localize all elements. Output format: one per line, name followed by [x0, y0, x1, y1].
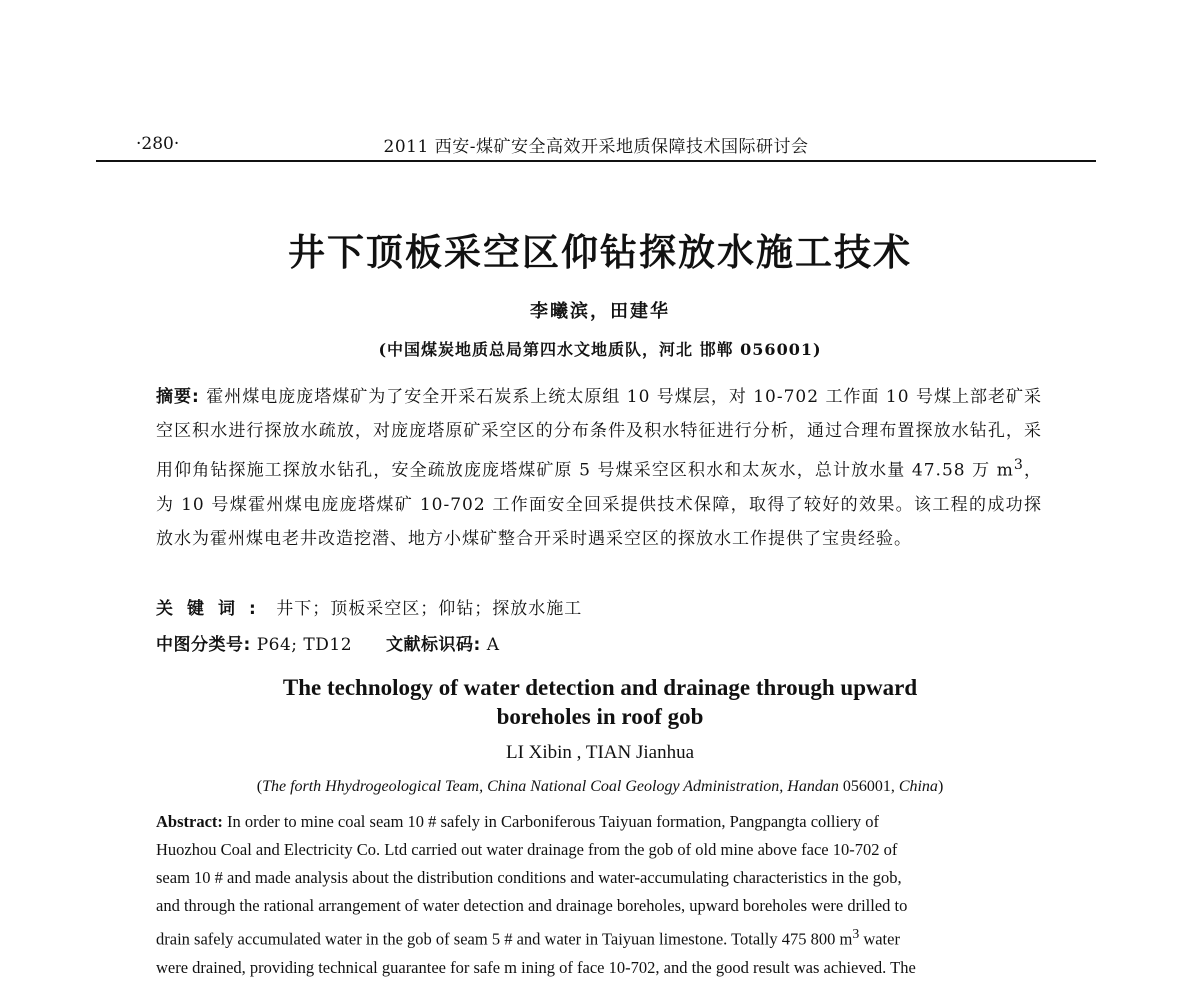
english-abstract-line-6: were drained, providing technical guarantee for safe m ining of face 10-702, and the good result was achieved. The	[156, 957, 916, 977]
conference-title: 2011 西安-煤矿安全高效开采地质保障技术国际研讨会	[383, 137, 809, 157]
english-abstract-label: Abstract:	[156, 812, 223, 831]
english-abstract-superscript: 3	[852, 926, 860, 941]
clc-label: 中图分类号:	[156, 635, 251, 655]
page-number: ·280·	[136, 134, 180, 154]
running-header	[96, 130, 1096, 162]
chinese-keywords-text: 井下；顶板采空区；仰钻；探放水施工	[269, 599, 583, 619]
chinese-abstract-superscript: 3	[1013, 457, 1024, 473]
affiliation-postcode: 056001,	[838, 778, 899, 795]
doc-code-value: A	[480, 635, 500, 655]
english-abstract	[156, 808, 1042, 982]
english-affiliation	[0, 778, 1200, 796]
english-title-line-1: The technology of water detection and drainage through upward	[282, 675, 918, 700]
english-abstract-line-1-text: In order to mine coal seam 10 # safely in Carboniferous Taiyuan formation, Pangpangta colliery of	[222, 812, 879, 831]
classification-line	[156, 630, 1042, 660]
chinese-affiliation: (中国煤炭地质总局第四水文地质队，河北 邯郸 056001)	[378, 340, 822, 359]
chinese-abstract	[156, 380, 1042, 556]
english-abstract-line-1	[156, 808, 1042, 836]
affiliation-country: China	[898, 778, 938, 795]
chinese-abstract-text-b: ，为 10 号煤霍州煤电庞庞塔煤矿 10-702 工作面安全回采提供技术保障，取得了较好的效果。该工程的成功探放水为霍州煤电老井改造挖潜、地方小煤矿整合开采时遇采空区的探放水工作提供了宝贵经验。	[156, 460, 1043, 549]
chinese-keywords	[156, 594, 1042, 624]
english-abstract-line-5-text: drain safely accumulated water in the gob of seam 5 # and water in Taiyuan limestone. Totally 475 800 m	[156, 929, 853, 949]
english-title-line-2: boreholes in roof gob	[496, 704, 704, 729]
doc-code-label: 文献标识码:	[386, 635, 481, 655]
english-abstract-line-3: seam 10 # and made analysis about the distribution conditions and water-accumulating characteristics in the gob,	[156, 868, 902, 887]
chinese-abstract-text-a: 霍州煤电庞庞塔煤矿为了安全开采石炭系上统太原组 10 号煤层，对 10-702 工作面 10 号煤上部老矿采空区积水进行探放水疏放，对庞庞塔原矿采空区的分布条件及积水特征进行分析，通过合理布置探放水钻孔，采用仰角钻探施工探放水钻孔，安全疏放庞庞塔煤矿原 5 号煤采空区积水和太灰水，总计放水量 47.58 万 m	[156, 387, 1042, 481]
chinese-keywords-label: 关键词:	[156, 599, 270, 619]
english-abstract-line-2: Huozhou Coal and Electricity Co. Ltd carried out water drainage from the gob of old mine above face 10-702 of	[156, 840, 898, 859]
chinese-title: 井下顶板采空区仰钻探放水施工技术	[288, 231, 912, 274]
english-title	[0, 673, 1200, 731]
clc-value: P64; TD12	[250, 635, 353, 655]
english-abstract-line-4: and through the rational arrangement of water detection and drainage boreholes, upward boreholes were drilled to	[156, 896, 908, 915]
affiliation-italic-text: The forth Hhydrogeological Team, China National Coal Geology Administration, Handan	[262, 778, 839, 795]
affiliation-close-paren: )	[937, 778, 944, 795]
english-authors: LI Xibin , TIAN Jianhua	[505, 742, 695, 763]
affiliation-open-paren: (	[256, 778, 263, 795]
chinese-abstract-label: 摘要:	[156, 387, 200, 407]
english-abstract-line-5-tail: water	[859, 929, 900, 949]
chinese-authors: 李曦滨，田建华	[530, 301, 670, 322]
english-abstract-line-5	[156, 920, 1042, 954]
